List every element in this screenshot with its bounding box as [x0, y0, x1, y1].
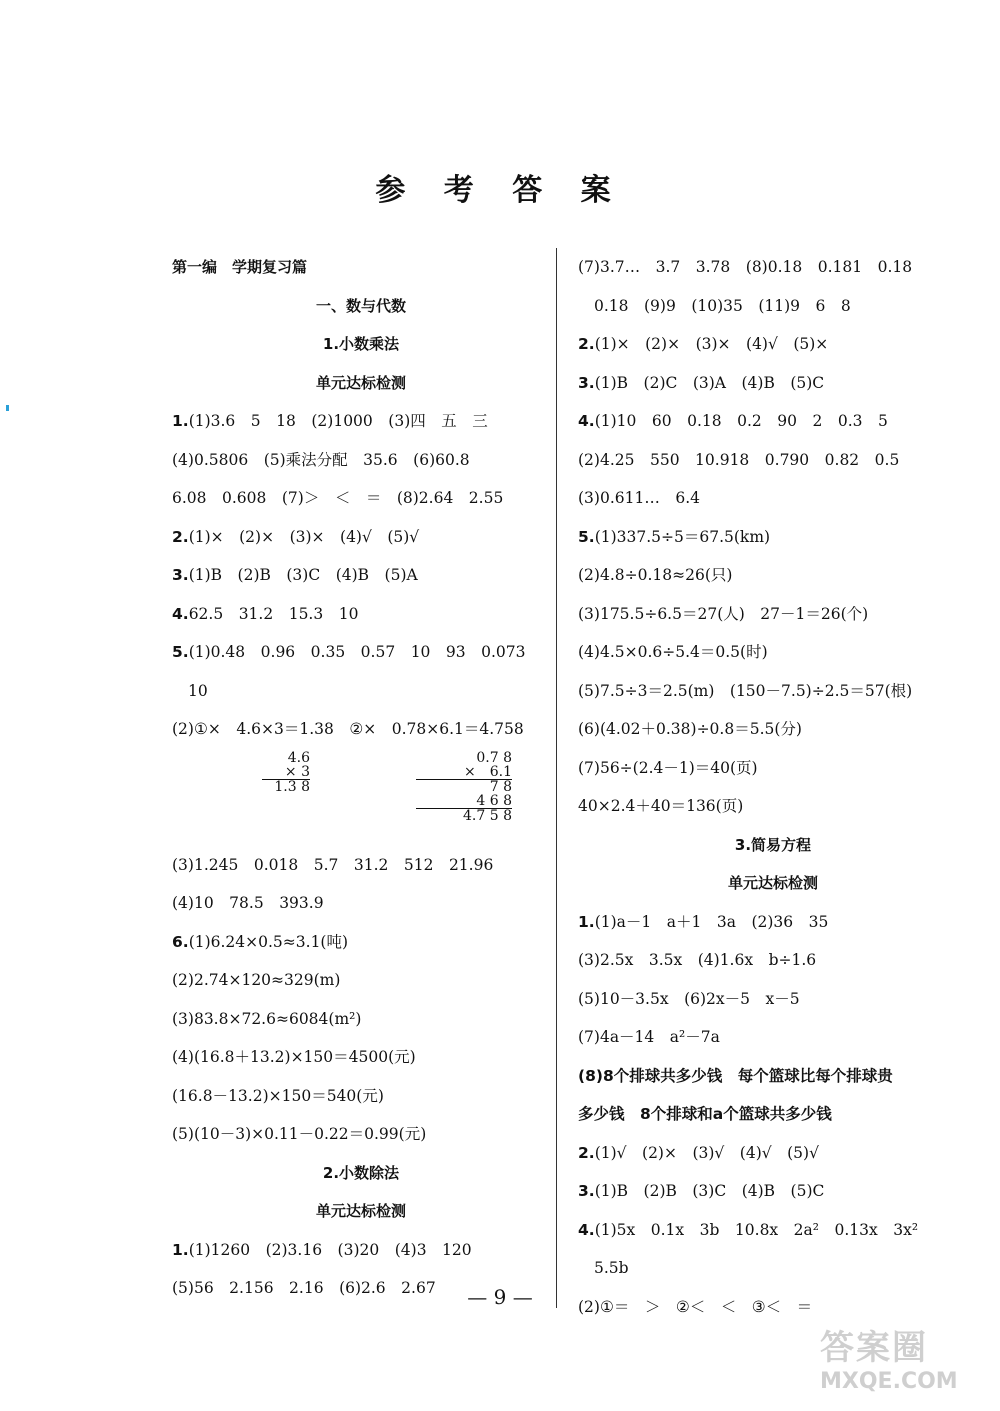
answer-text: 一、数与代数: [315, 296, 406, 315]
answer-line: [172, 364, 550, 403]
answer-text: (1)a－1 a＋1 3a (2)36 35: [594, 912, 829, 931]
calc-block: [172, 749, 550, 846]
answer-text: 第一编 学期复习篇: [172, 258, 308, 276]
answer-line: [578, 826, 968, 865]
answer-text: 2.小数除法: [322, 1163, 400, 1182]
column-divider: [556, 248, 557, 1308]
answer-line: [578, 787, 968, 826]
answer-text: (3)83.8×72.6≈6084(m²): [172, 1009, 362, 1028]
question-number: 1.: [172, 412, 189, 430]
calc-row: × 6.1: [416, 765, 512, 780]
answer-line: [578, 364, 968, 403]
answer-text: 单元达标检测: [315, 373, 406, 392]
answer-line: [578, 1095, 968, 1134]
answer-line: [172, 556, 550, 595]
answer-line: [172, 710, 550, 749]
question-number: 5.: [578, 527, 595, 546]
answer-text: (2)4.8÷0.18≈26(只): [578, 566, 733, 584]
answer-line: [578, 1134, 968, 1173]
answer-text: (1)6.24×0.5≈3.1(吨): [188, 932, 349, 951]
answer-text: (3)2.5x 3.5x (4)1.6x b÷1.6: [578, 951, 817, 969]
answer-line: [578, 1172, 968, 1211]
answer-line: [172, 923, 550, 962]
answer-line: [578, 1057, 968, 1096]
answer-line: [578, 556, 968, 595]
answer-line: [172, 1231, 550, 1270]
page-number: — 9 —: [467, 1285, 533, 1309]
answer-line: [578, 402, 968, 441]
answer-line: [578, 903, 968, 942]
answer-text: 62.5 31.2 15.3 10: [188, 604, 359, 623]
answer-text: (4)10 78.5 393.9: [172, 894, 324, 912]
question-number: 4.: [578, 1220, 595, 1239]
answer-text: (1)B (2)C (3)A (4)B (5)C: [594, 373, 825, 392]
answer-text: 单元达标检测: [727, 874, 818, 892]
answer-line: [578, 441, 968, 480]
right-column: [578, 248, 968, 1326]
answer-text: (1)× (2)× (3)× (4)√ (5)×: [594, 335, 829, 353]
answer-line: [172, 518, 550, 557]
question-number: 1.: [578, 912, 595, 931]
answer-line: [172, 1077, 550, 1116]
answer-line: [578, 672, 968, 711]
answer-text: (5)(10－3)×0.11－0.22＝0.99(元): [172, 1125, 427, 1143]
answer-text: (2)4.25 550 10.918 0.790 0.82 0.5: [578, 450, 900, 469]
answer-line: [172, 479, 550, 518]
answer-line: [172, 248, 550, 287]
answer-text: (2)①＝ ＞ ②＜ ＜ ③＜ ＝: [578, 1297, 813, 1316]
answer-text: (1)B (2)B (3)C (4)B (5)C: [594, 1182, 825, 1200]
answer-text: (1)5x 0.1x 3b 10.8x 2a² 0.13x 3x²: [594, 1220, 919, 1239]
answer-text: (5)7.5÷3＝2.5(m) (150－7.5)÷2.5＝57(根): [578, 681, 913, 700]
answer-text: (7)4a－14 a²－7a: [578, 1028, 720, 1046]
answer-line: [172, 402, 550, 441]
question-number: 4.: [578, 412, 595, 430]
answer-text: 0.18 (9)9 (10)35 (11)9 6 8: [594, 296, 851, 315]
question-number: 2.: [578, 1143, 595, 1162]
answer-text: 10: [188, 681, 208, 700]
answer-text: (3)175.5÷6.5＝27(人) 27－1＝26(个): [578, 604, 869, 623]
calc-row: 4 6 8: [416, 794, 512, 809]
answer-line: [172, 884, 550, 923]
answer-line: [578, 864, 968, 903]
question-number: 3.: [172, 566, 189, 584]
answer-line: [578, 325, 968, 364]
answer-text: 40×2.4＋40＝136(页): [578, 797, 744, 815]
answer-text: (6)(4.02＋0.38)÷0.8＝5.5(分): [578, 720, 802, 738]
answer-text: (4)0.5806 (5)乘法分配 35.6 (6)60.8: [172, 450, 470, 469]
calc-row: 0.7 8: [476, 749, 512, 766]
answer-line: [578, 518, 968, 557]
answer-text: (1)× (2)× (3)× (4)√ (5)√: [188, 527, 420, 546]
answer-line: [172, 846, 550, 885]
calc-row: 7 8: [489, 778, 512, 795]
answer-line: [578, 1018, 968, 1057]
question-number: 6.: [172, 932, 189, 951]
answer-line: [172, 595, 550, 634]
answer-text: 1.小数乘法: [322, 335, 400, 353]
answer-text: (3)0.611… 6.4: [578, 489, 700, 507]
question-number: 2.: [578, 335, 595, 353]
answer-text: (8)8个排球共多少钱 每个篮球比每个排球贵: [578, 1066, 893, 1085]
answer-text: (1)B (2)B (3)C (4)B (5)A: [188, 566, 418, 584]
answer-line: [172, 633, 550, 672]
vertical-calculation: [262, 751, 310, 794]
answer-text: (1)10 60 0.18 0.2 90 2 0.3 5: [594, 412, 888, 430]
answer-text: (5)56 2.156 2.16 (6)2.6 2.67: [172, 1279, 436, 1297]
answer-line: [172, 672, 550, 711]
margin-mark: [6, 405, 9, 411]
answer-text: (5)10－3.5x (6)2x－5 x－5: [578, 989, 800, 1008]
watermark-text: 答案圈: [820, 1328, 928, 1368]
answer-line: [172, 1192, 550, 1231]
answer-line: [578, 248, 968, 287]
calc-row: × 3: [262, 765, 310, 780]
answer-line: [578, 595, 968, 634]
answer-line: [172, 1038, 550, 1077]
answer-text: 5.5b: [594, 1259, 629, 1277]
answer-text: (1)√ (2)× (3)√ (4)√ (5)√: [594, 1143, 819, 1162]
answer-text: 6.08 0.608 (7)＞ ＜ ＝ (8)2.64 2.55: [172, 489, 504, 507]
answer-line: [172, 441, 550, 480]
question-number: 3.: [578, 1182, 595, 1200]
answer-line: [578, 941, 968, 980]
answer-text: (4)(16.8＋13.2)×150＝4500(元): [172, 1048, 416, 1066]
answer-text: (16.8－13.2)×150＝540(元): [172, 1086, 384, 1105]
watermark-logo: [820, 1320, 990, 1400]
answer-text: (2)①× 4.6×3＝1.38 ②× 0.78×6.1＝4.758: [172, 720, 524, 738]
calc-row: 1.3 8: [274, 778, 310, 795]
answer-line: [172, 961, 550, 1000]
question-number: 3.: [578, 373, 595, 392]
vertical-calculation: [416, 751, 512, 823]
answer-line: [578, 287, 968, 326]
answer-line: [578, 980, 968, 1019]
answer-text: 单元达标检测: [315, 1202, 406, 1220]
answer-text: (1)0.48 0.96 0.35 0.57 10 93 0.073: [188, 643, 526, 661]
watermark-url: MXQE.COM: [820, 1369, 958, 1394]
answer-line: [172, 1000, 550, 1039]
answer-text: (1)337.5÷5＝67.5(km): [594, 527, 771, 546]
calc-row: 4.6: [287, 749, 310, 766]
answer-text: (7)3.7… 3.7 3.78 (8)0.18 0.181 0.18: [578, 258, 913, 276]
answer-text: (4)4.5×0.6÷5.4＝0.5(时): [578, 643, 768, 661]
answer-text: 3.简易方程: [734, 835, 812, 854]
question-number: 1.: [172, 1240, 189, 1259]
question-number: 2.: [172, 527, 189, 546]
answer-text: (1)1260 (2)3.16 (3)20 (4)3 120: [188, 1240, 472, 1259]
answer-line: [172, 325, 550, 364]
question-number: 5.: [172, 643, 189, 661]
answer-line: [578, 633, 968, 672]
calc-row: 4.7 5 8: [463, 807, 512, 824]
left-column: [172, 248, 550, 1308]
answer-line: [172, 1115, 550, 1154]
answer-line: [578, 479, 968, 518]
answer-text: 多少钱 8个排球和a个篮球共多少钱: [578, 1105, 832, 1123]
answer-line: [172, 287, 550, 326]
answer-line: [578, 1211, 968, 1250]
question-number: 4.: [172, 604, 189, 623]
answer-line: [578, 1249, 968, 1288]
answer-line: [578, 710, 968, 749]
answer-line: [578, 749, 968, 788]
answer-text: (1)3.6 5 18 (2)1000 (3)四 五 三: [188, 412, 488, 430]
answer-text: (3)1.245 0.018 5.7 31.2 512 21.96: [172, 855, 494, 874]
answer-line: [172, 1154, 550, 1193]
answer-text: (2)2.74×120≈329(m): [172, 971, 341, 989]
answer-text: (7)56÷(2.4－1)＝40(页): [578, 758, 758, 777]
page-title: 参 考 答 案: [375, 173, 625, 208]
